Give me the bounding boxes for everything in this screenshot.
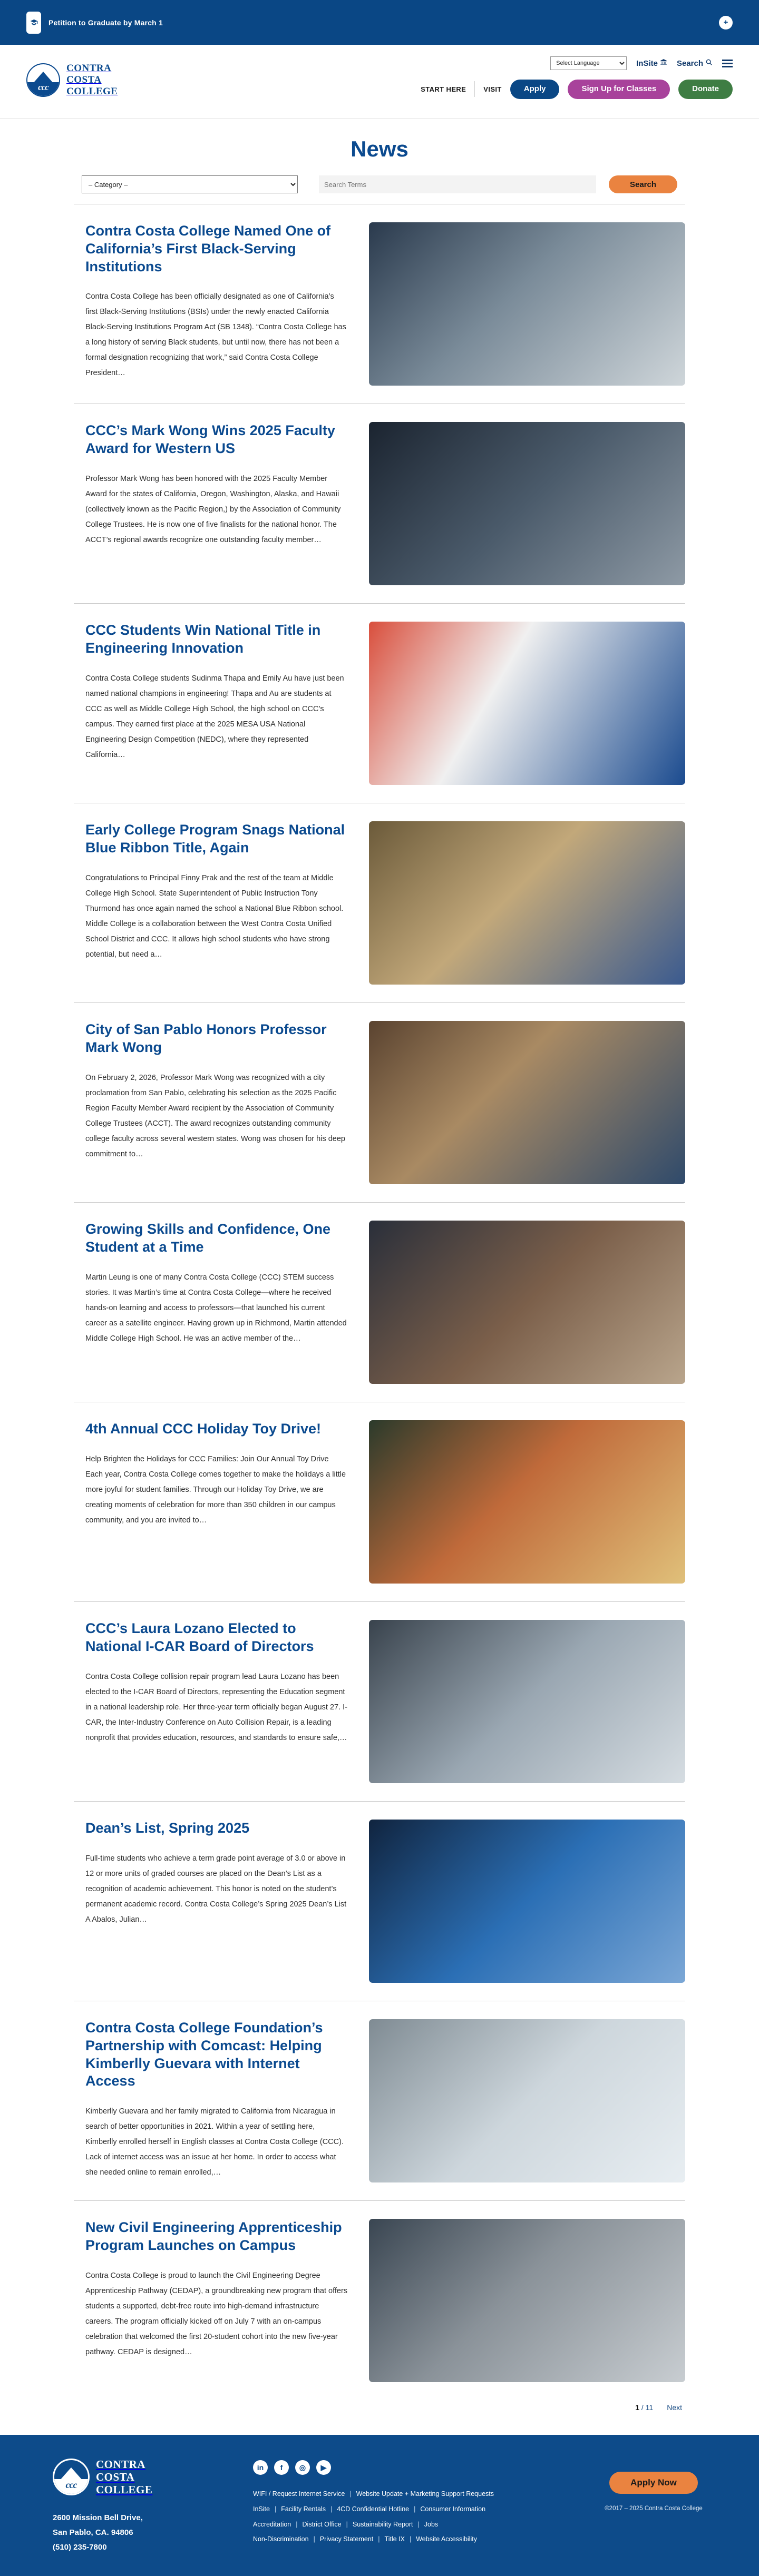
news-item-excerpt: Martin Leung is one of many Contra Costa College (CCC) STEM success stories. It was Martin’s time at Contra Costa College—where he received hands-on learning and access to professors—that launched his current career as a satellite engineer. Having grown up in Richmond, Martin attended Middle College High School. He was an active member of the… [85,1273,347,1343]
news-item-thumbnail[interactable] [369,1820,685,1983]
news-item-excerpt: Full-time students who achieve a term grade point average of 3.0 or above in 12 or more units of graded courses are placed on the Dean’s List as a recognition of academic achievement. This honor is noted on the student’s permanent academic record. Contra Costa College’s Spring 2025 Dean’s List A Abalos, Julian… [85,1854,347,1924]
footer-address [53,2511,232,2554]
footer-link[interactable]: Accreditation [253,2520,291,2528]
phone-number[interactable]: (510) 235-7800 [53,2542,107,2552]
footer-link[interactable]: 4CD Confidential Hotline [337,2505,410,2513]
news-item-image [369,1021,685,1184]
footer-link-row [253,2502,553,2517]
news-item-image [369,2019,685,2182]
address-line-1: 2600 Mission Bell Drive, [53,2513,143,2523]
footer-logo-mark-text: ccc [65,2480,77,2491]
brand-line-3: COLLEGE [66,85,118,97]
search-input[interactable] [319,175,596,193]
search-label: Search [676,58,703,68]
news-item [74,404,685,603]
news-item-title[interactable]: Contra Costa College Foundation’s Partnership with Comcast: Helping Kimberlly Guevara with Internet Access [85,2020,323,2089]
site-header [0,45,759,119]
footer-link-separator: | [313,2535,315,2543]
news-item-thumbnail[interactable] [369,422,685,585]
news-item-image [369,2219,685,2382]
news-item-image [369,1221,685,1384]
news-item-thumbnail[interactable] [369,1221,685,1384]
logo-mark-text: ccc [38,82,48,92]
news-item-thumbnail[interactable] [369,1021,685,1184]
news-item [74,1601,685,1801]
news-item [74,1402,685,1601]
footer-link[interactable]: Consumer Information [420,2505,486,2513]
nav-visit[interactable]: VISIT [483,85,502,93]
search-icon [705,58,713,68]
address-line-2: San Pablo, CA. 94806 [53,2528,133,2538]
news-list [74,204,685,2400]
news-item-thumbnail[interactable] [369,1420,685,1584]
footer-link-separator: | [296,2520,298,2528]
page-title: News [351,136,408,161]
total-pages: 11 [645,2403,654,2412]
news-item-text [74,2219,348,2360]
news-item [74,1002,685,1202]
news-item-excerpt: Contra Costa College is proud to launch the Civil Engineering Degree Apprenticeship Pathway (CEDAP), a groundbreaking new program that offers students a supported, debt-free route into high-demand infrastructure careers. The program officially kicked off on July 7 with an on-campus celebration that welcomed the first 20-student cohort into the new five-year pathway. CEDAP is designed… [85,2271,348,2356]
news-item [74,204,685,404]
news-item-title[interactable]: City of San Pablo Honors Professor Mark Wong [85,1021,327,1055]
site-logo[interactable] [26,56,118,97]
footer-link[interactable]: Website Update + Marketing Support Requests [356,2490,494,2498]
news-item-thumbnail[interactable] [369,222,685,386]
page-separator: / [641,2403,644,2412]
linkedin-icon[interactable]: in [253,2460,268,2475]
footer-link-separator: | [417,2520,420,2528]
header-right [421,56,733,99]
insite-link[interactable] [636,58,667,68]
news-item-title[interactable]: CCC’s Laura Lozano Elected to National I-CAR Board of Directors [85,1620,314,1654]
footer-link-separator: | [414,2505,416,2513]
news-item-text [74,1221,348,1346]
footer-links-column [253,2458,553,2555]
footer-link[interactable]: Website Accessibility [416,2535,478,2543]
footer-link-separator: | [409,2535,412,2543]
news-item-image [369,222,685,386]
news-filter-bar [76,175,683,193]
footer-link[interactable]: Sustainability Report [352,2520,413,2528]
footer-brand-line-1: CONTRA [96,2458,146,2471]
news-item [74,2001,685,2200]
news-item-thumbnail[interactable] [369,1620,685,1783]
footer-link-separator: | [346,2520,348,2528]
news-item [74,603,685,803]
site-footer [0,2435,759,2576]
primary-nav [421,80,733,99]
news-item-title[interactable]: Growing Skills and Confidence, One Student at a Time [85,1221,331,1255]
footer-wordmark [96,2458,152,2496]
language-select[interactable] [550,56,627,70]
news-item-text [74,1620,348,1746]
news-item-title[interactable]: CCC’s Mark Wong Wins 2025 Faculty Award for Western US [85,422,335,456]
footer-link[interactable]: Jobs [424,2520,439,2528]
copyright-text: ©2017 – 2025 Contra Costa College [605,2505,703,2512]
news-item-excerpt: Contra Costa College collision repair program lead Laura Lozano has been elected to the I-CAR Board of Directors, representing the Education segment in a national leadership role. Her three-year term officially began August 27. I-CAR, the Inter-Industry Conference on Auto Collision Repair, is a leading nonprofit that provides education, resources, and standards to ensure safe,… [85,1672,348,1742]
apply-now-button[interactable]: Apply Now [609,2472,698,2494]
alert-expand-button[interactable]: + [719,16,733,30]
footer-link[interactable]: WIFI / Request Internet Service [253,2490,345,2498]
youtube-icon[interactable]: ▶ [316,2460,331,2475]
news-item-title[interactable]: Contra Costa College Named One of California’s First Black-Serving Institutions [85,223,331,274]
news-item-image [369,422,685,585]
brand-line-2: COSTA [66,74,102,85]
donate-button[interactable]: Donate [678,80,733,99]
news-item-title[interactable]: New Civil Engineering Apprenticeship Program Launches on Campus [85,2219,342,2253]
current-page: 1 [635,2403,639,2412]
page-indicator [635,2403,653,2412]
news-item-excerpt: Contra Costa College students Sudinma Thapa and Emily Au have just been named national champions in engineering! Thapa and Au are students at CCC as well as Middle College High School, the high school on CCC’s campus. They earned first place at the 2025 MESA USA National Engineering Design Competition (NEDC), where they represented California… [85,674,344,759]
facebook-icon[interactable]: f [274,2460,289,2475]
footer-link-separator: | [330,2505,333,2513]
footer-link[interactable]: Non-Discrimination [253,2535,309,2543]
footer-logo-mark [53,2459,90,2495]
instagram-icon[interactable]: ◎ [295,2460,310,2475]
news-item-excerpt: Help Brighten the Holidays for CCC Families: Join Our Annual Toy Drive Each year, Contra Costa College comes together to make the holidays a little more joyful for student families. Through our Holiday Toy Drive, we are creating moments of celebration for more than 350 children in our campus community, and you are invited to… [85,1454,346,1525]
news-item-image [369,1620,685,1783]
news-item-image [369,821,685,985]
alert-bar [0,0,759,45]
news-item [74,1801,685,2001]
news-item [74,2200,685,2400]
footer-brand-column [26,2458,232,2555]
news-item-title[interactable]: Early College Program Snags National Blue Ribbon Title, Again [85,822,345,856]
signup-for-classes-button[interactable]: Sign Up for Classes [568,80,670,99]
graduation-cap-icon [26,12,41,34]
footer-link[interactable]: InSite [253,2505,270,2513]
bank-icon [660,58,667,68]
apply-button[interactable]: Apply [510,80,560,99]
footer-link-separator: | [349,2490,352,2498]
news-item-text [74,222,348,381]
news-item-text [74,622,348,763]
news-item-image [369,1420,685,1584]
news-item-thumbnail[interactable] [369,2019,685,2182]
page-content [26,136,733,2412]
news-item-text [74,821,348,962]
news-item-text [74,1820,348,1928]
footer-link[interactable]: Title IX [384,2535,405,2543]
news-item-thumbnail[interactable] [369,821,685,985]
search-link[interactable] [677,58,713,68]
social-links [253,2460,553,2475]
utility-nav [550,56,733,70]
news-item-text [74,2019,348,2180]
news-item-excerpt: Professor Mark Wong has been honored with the 2025 Faculty Member Award for the states of California, Oregon, Washington, Alaska, and Hawaii (collectively known as the Pacific Region,) by the Association of Community College Trustees. He is now one of five finalists for the national honor. The ACCT’s regional awards recognize one outstanding faculty member… [85,474,341,544]
news-item-title[interactable]: Dean’s List, Spring 2025 [85,1820,250,1836]
footer-link[interactable]: Privacy Statement [319,2535,374,2543]
next-page-link[interactable]: Next [667,2403,682,2412]
news-item-image [369,1820,685,1983]
pagination [74,2403,685,2412]
footer-link-rows [253,2486,553,2547]
nav-divider [474,81,475,97]
news-item-title[interactable]: CCC Students Win National Title in Engineering Innovation [85,622,321,656]
footer-brand-line-3: COLLEGE [96,2483,153,2496]
footer-link[interactable]: Facility Rentals [281,2505,326,2513]
news-item-excerpt: Contra Costa College has been officially designated as one of California’s first Black-Serving Institutions (BSIs) under the newly enacted California Black-Serving Institutions Program Act (SB 1348). “Contra Costa College has a long history of serving Black students, but until now, there has not been a formal designation recognizing that work,” said Contra Costa College President… [85,292,346,378]
news-item-excerpt: On February 2, 2026, Professor Mark Wong was recognized with a city proclamation from San Pablo, celebrating his selection as the 2025 Pacific Region Faculty Member Award recipient by the Association of Community College Trustees (ACCT). The award recognizes outstanding community college faculty across several western states. Wong was chosen for his deep commitment to… [85,1073,345,1158]
news-item-text [74,1420,348,1528]
footer-link-row [253,2486,553,2502]
footer-link-row [253,2532,553,2547]
footer-link[interactable]: District Office [302,2520,342,2528]
footer-brand-line-2: COSTA [96,2471,135,2484]
insite-label: InSite [636,58,658,68]
news-item [74,803,685,1002]
news-item-title[interactable]: 4th Annual CCC Holiday Toy Drive! [85,1421,322,1437]
news-item-excerpt: Congratulations to Principal Finny Prak and the rest of the team at Middle College High School. State Superintendent of Public Instruction Tony Thurmond has once again named the school a National Blue Ribbon school. Middle College is a collaboration between the West Contra Costa Unified School District and CCC. It allows high school students who have strong potential, but need a… [85,873,344,959]
news-item-thumbnail[interactable] [369,622,685,785]
footer-link-separator: | [274,2505,277,2513]
alert-message[interactable] [26,12,163,34]
news-item-text [74,1021,348,1162]
brand-wordmark [66,63,118,97]
news-item-thumbnail[interactable] [369,2219,685,2382]
nav-start-here[interactable]: START HERE [421,85,466,93]
ccc-logo-mark [26,63,60,97]
category-select[interactable] [82,175,298,193]
news-item-text [74,422,348,548]
news-item-image [369,622,685,785]
news-item [74,1202,685,1402]
footer-apply-column [575,2458,733,2555]
news-item-excerpt: Kimberlly Guevara and her family migrated to California from Nicaragua in search of better opportunities in 2021. Within a year of settling here, Kimberlly enrolled herself in English classes at Contra Costa College (CCC). Lack of internet access was an issue at her home. In order to access what she needed online to remain enrolled,… [85,2107,344,2177]
menu-icon[interactable] [722,60,733,67]
search-button[interactable]: Search [609,175,677,193]
alert-text: Petition to Graduate by March 1 [48,18,163,27]
footer-link-row [253,2517,553,2532]
footer-logo[interactable] [53,2458,232,2496]
brand-line-1: CONTRA [66,63,112,74]
footer-link-separator: | [378,2535,380,2543]
